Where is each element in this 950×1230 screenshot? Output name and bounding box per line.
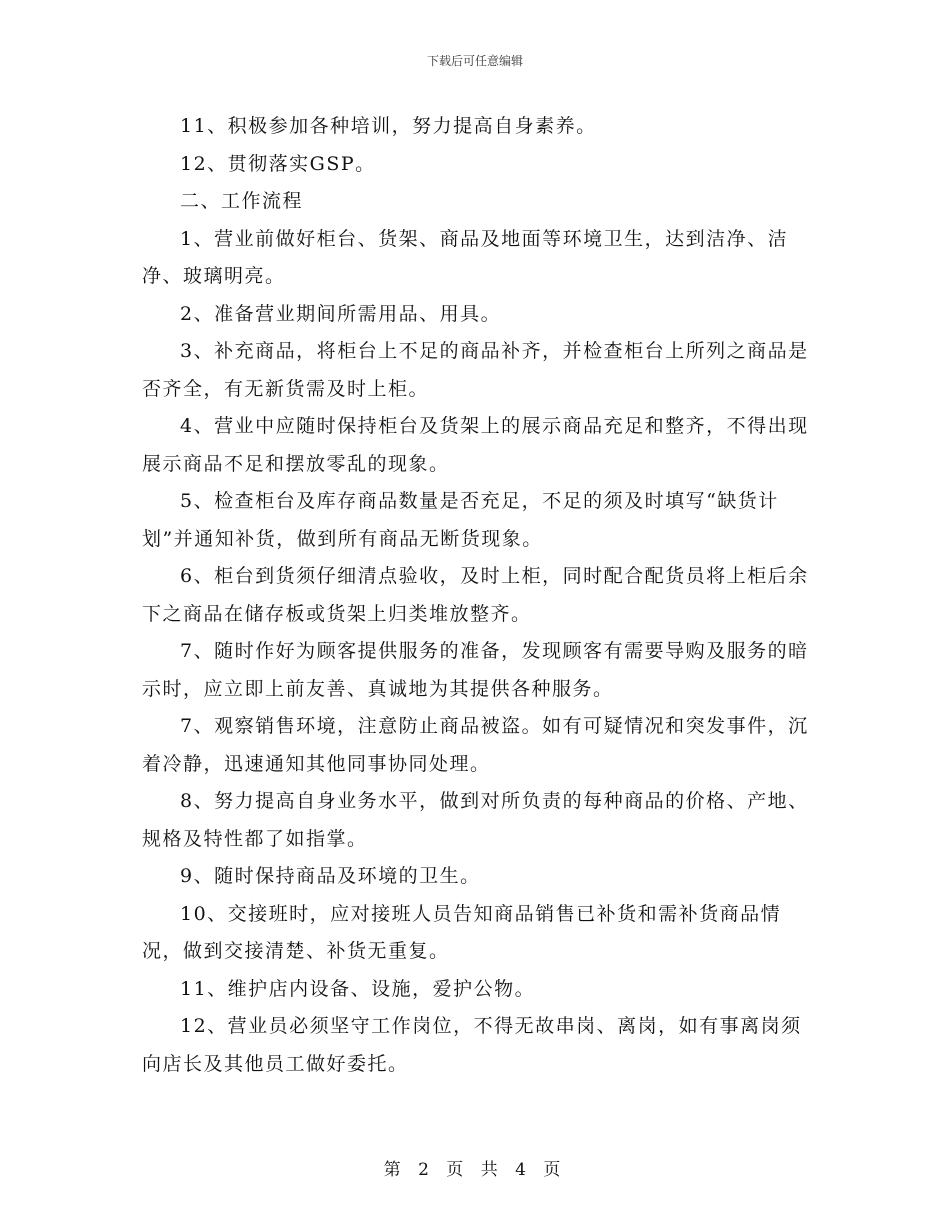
paragraph: 10、交接班时，应对接班人员告知商品销售已补货和需补货商品情况，做到交接清楚、补货无重复。 (142, 902, 782, 962)
paragraph: 3、补充商品，将柜台上不足的商品补齐，并检查柜台上所列之商品是否齐全，有无新货需及时上柜。 (142, 340, 809, 400)
paragraph: 1、营业前做好柜台、货架、商品及地面等环境卫生，达到洁净、洁净、玻璃明亮。 (142, 227, 789, 287)
paragraph: 11、维护店内设备、设施，爱护公物。 (180, 977, 536, 1000)
paragraph: 12、营业员必须坚守工作岗位，不得无故串岗、离岗，如有事离岗须向店长及其他员工做好委托。 (142, 1015, 802, 1075)
paragraph: 9、随时保持商品及环境的卫生。 (180, 865, 481, 887)
paragraph: 4、营业中应随时保持柜台及货架上的展示商品充足和整齐，不得出现展示商品不足和摆放零乱的现象。 (142, 415, 809, 475)
paragraph: 8、努力提高自身业务水平，做到对所负责的每种商品的价格、产地、规格及特性都了如指掌。 (142, 790, 809, 850)
paragraph: 12、贯彻落实GSP。 (180, 152, 376, 175)
page-footer: 第 2 页 共 4 页 (383, 1160, 567, 1180)
paragraph: 7、随时作好为顾客提供服务的准备，发现顾客有需要导购及服务的暗示时，应立即上前友善、真诚地为其提供各种服务。 (142, 640, 809, 700)
paragraph: 6、柜台到货须仔细清点验收，及时上柜，同时配合配货员将上柜后余下之商品在储存板或货架上归类堆放整齐。 (142, 565, 809, 625)
paragraph: 2、准备营业期间所需用品、用具。 (180, 302, 502, 325)
document-body (142, 108, 810, 1083)
section-heading: 二、工作流程 (180, 190, 304, 212)
page-header: 下载后可任意编辑 (426, 54, 523, 68)
paragraph: 11、积极参加各种培训，努力提高自身素养。 (180, 115, 597, 137)
paragraph: 7、观察销售环境，注意防止商品被盗。如有可疑情况和突发事件，沉着冷静，迅速通知其他同事协同处理。 (142, 715, 809, 775)
paragraph: 5、检查柜台及库存商品数量是否充足，不足的须及时填写“缺货计划”并通知补货，做到所有商品无断货现象。 (142, 490, 779, 550)
